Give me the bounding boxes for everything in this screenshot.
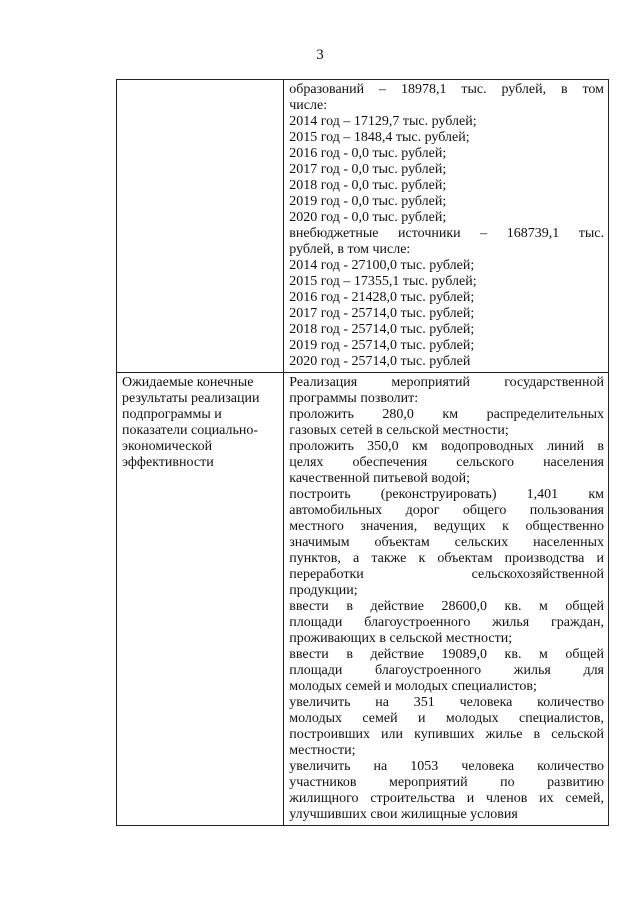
label-line: подпрограммы и xyxy=(122,407,222,422)
label-line: Ожидаемые конечные xyxy=(122,375,254,390)
text-line: площади благоустроенного жилья граждан, xyxy=(289,615,604,630)
text-line: ввести в действие 19089,0 кв. м общей xyxy=(289,647,604,662)
text-line: построить (реконструировать) 1,401 км xyxy=(289,487,604,502)
text-line: целях обеспечения сельского населения xyxy=(289,455,604,470)
text-line: увеличить на 351 человека количество xyxy=(289,695,604,710)
text-line: автомобильных дорог общего пользования xyxy=(289,503,604,518)
text-line: 2020 год - 25714,0 тыс. рублей xyxy=(289,354,471,369)
text-line: пунктов, а также к объектам производства и xyxy=(289,551,604,566)
label-line: эффективности xyxy=(122,455,214,470)
text-line: жилищного строительства и членов их семей, xyxy=(289,791,604,806)
label-line: экономической xyxy=(122,439,213,454)
text-line: 2018 год - 25714,0 тыс. рублей; xyxy=(289,322,475,337)
row-label-empty xyxy=(117,80,284,373)
text-line: молодых семей и молодых специалистов; xyxy=(289,679,537,694)
text-line: внебюджетные источники – 168739,1 тыс. xyxy=(289,226,604,241)
text-line: ввести в действие 28600,0 кв. м общей xyxy=(289,599,604,614)
text-line: программы позволит: xyxy=(289,391,419,406)
text-line: значимым объектам сельских населенных xyxy=(289,535,604,550)
text-line: участников мероприятий по развитию xyxy=(289,775,604,790)
text-line: числе: xyxy=(289,98,328,113)
text-line: 2018 год - 0,0 тыс. рублей; xyxy=(289,178,447,193)
text-line: 2015 год – 17355,1 тыс. рублей; xyxy=(289,274,477,289)
label-line: показатели социально- xyxy=(122,423,259,438)
text-line: построивших или купивших жилье в сельской xyxy=(289,727,604,742)
text-line: продукции; xyxy=(289,583,358,598)
text-line: молодых семей и молодых специалистов, xyxy=(289,711,604,726)
text-line: Реализация мероприятий государственной xyxy=(289,375,604,390)
text-line: местного значения, ведущих к общественно xyxy=(289,519,604,534)
expected-results-label xyxy=(117,373,284,826)
text-line: газовых сетей в сельской местности; xyxy=(289,423,509,438)
label-line: результаты реализации xyxy=(122,391,260,406)
text-line: 2016 год - 21428,0 тыс. рублей; xyxy=(289,290,475,305)
text-line: проложить 350,0 км водопроводных линий в xyxy=(289,439,604,454)
text-line: 2014 год - 27100,0 тыс. рублей; xyxy=(289,258,475,273)
text-line: качественной питьевой водой; xyxy=(289,471,470,486)
text-line: 2014 год – 17129,7 тыс. рублей; xyxy=(289,114,477,129)
table-row-funding xyxy=(117,80,609,373)
funding-sources-cell xyxy=(284,80,609,373)
text-line: площади благоустроенного жилья для xyxy=(289,663,604,678)
text-line: улучшивших свои жилищные условия xyxy=(289,807,518,822)
text-line: переработки сельскохозяйственной xyxy=(289,567,604,582)
page-number: 3 xyxy=(316,47,324,63)
text-line: образований – 18978,1 тыс. рублей, в том xyxy=(289,82,604,97)
text-line: 2019 год - 25714,0 тыс. рублей; xyxy=(289,338,475,353)
text-line: местности; xyxy=(289,743,356,758)
text-line: 2017 год - 0,0 тыс. рублей; xyxy=(289,162,447,177)
text-line: 2017 год - 25714,0 тыс. рублей; xyxy=(289,306,475,321)
text-line: проложить 280,0 км распределительных xyxy=(289,407,604,422)
text-line: рублей, в том числе: xyxy=(289,242,411,257)
text-line: увеличить на 1053 человека количество xyxy=(289,759,604,774)
text-line: 2015 год – 1848,4 тыс. рублей; xyxy=(289,130,470,145)
text-line: 2016 год - 0,0 тыс. рублей; xyxy=(289,146,447,161)
text-line: проживающих в сельской местности; xyxy=(289,631,513,646)
text-line: 2020 год - 0,0 тыс. рублей; xyxy=(289,210,447,225)
text-line: 2019 год - 0,0 тыс. рублей; xyxy=(289,194,447,209)
passport-table xyxy=(116,79,609,826)
table-row-expected-results xyxy=(117,373,609,826)
expected-results-cell xyxy=(284,373,609,826)
